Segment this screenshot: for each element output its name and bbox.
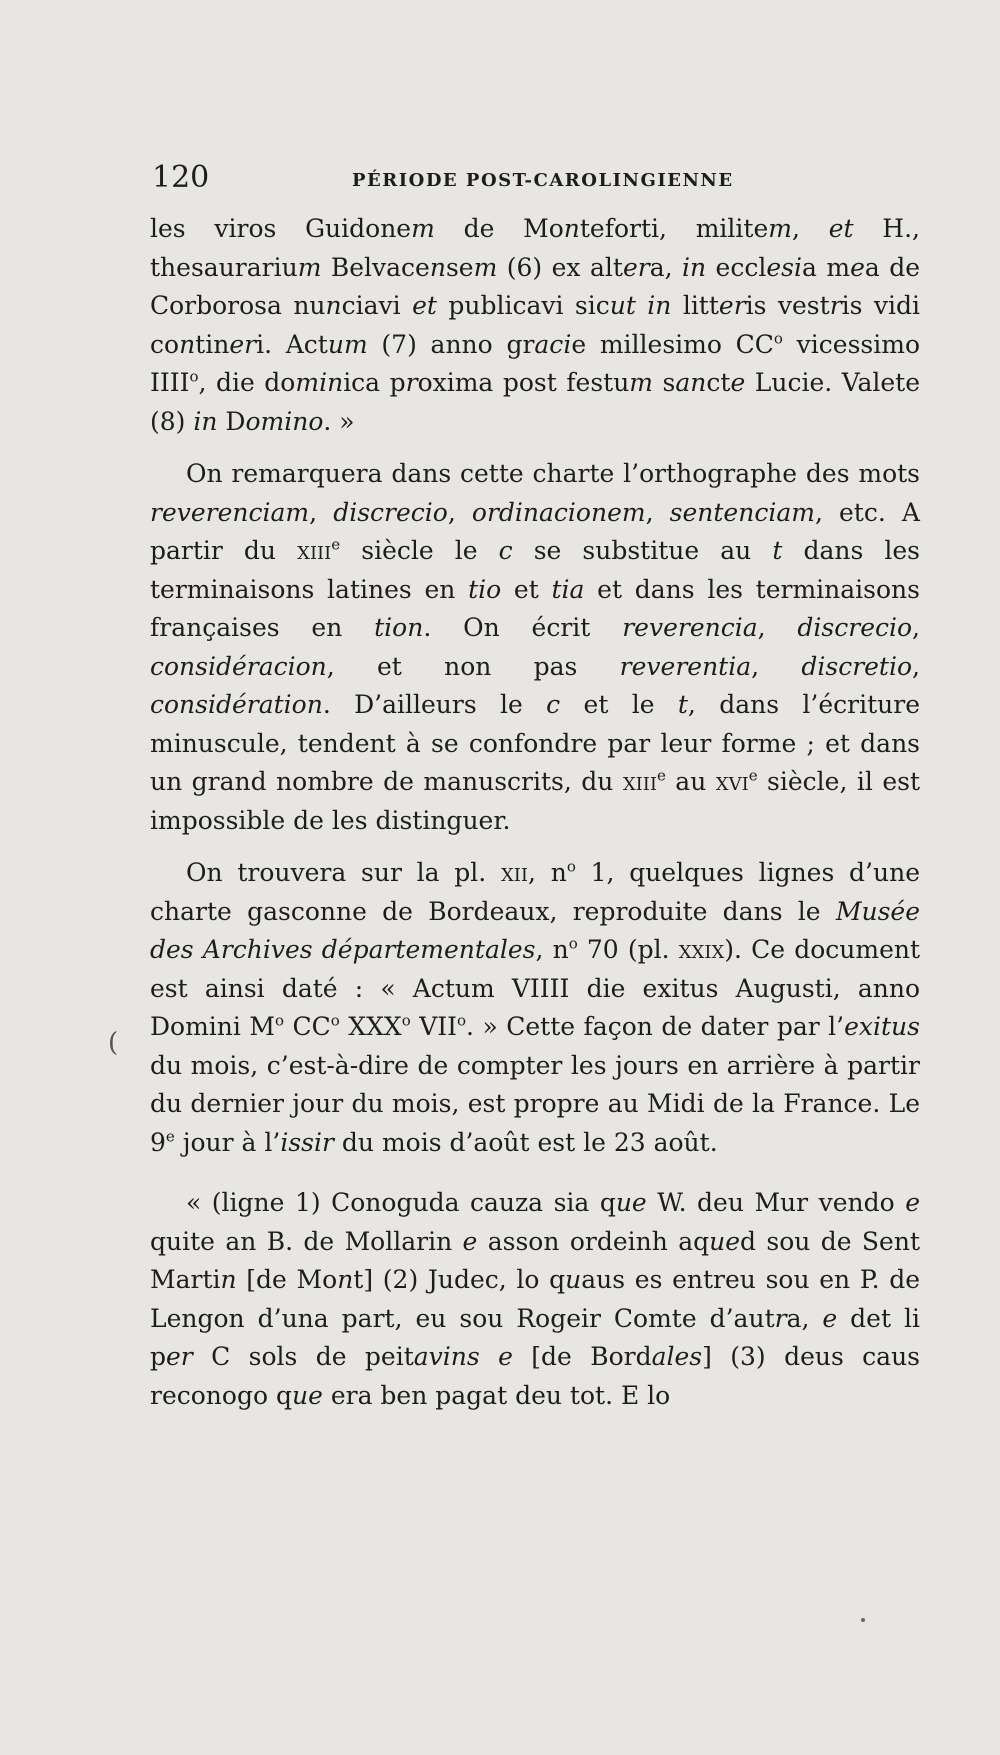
text-segment: du mois d’août est le 23 août. bbox=[333, 1127, 718, 1157]
text-segment: s bbox=[653, 368, 676, 397]
italic-text: esi bbox=[766, 252, 802, 282]
text-segment: , bbox=[912, 651, 920, 681]
text-segment: , bbox=[645, 497, 670, 527]
italic-text: in bbox=[682, 252, 707, 282]
text-segment: XXX bbox=[339, 1012, 402, 1041]
text-segment: On remarquera dans cette charte l’orthographe des mots bbox=[186, 459, 920, 488]
italic-text: c bbox=[498, 536, 513, 565]
text-segment: se substitue au bbox=[512, 536, 773, 565]
text-segment: 70 (pl. bbox=[577, 935, 679, 964]
superscript-text: e bbox=[656, 766, 666, 785]
text-segment: [de Bord bbox=[512, 1342, 652, 1371]
text-segment: e millesimo CC bbox=[571, 329, 774, 359]
italic-text: n bbox=[325, 291, 342, 320]
italic-text: r bbox=[405, 368, 418, 397]
italic-text: n bbox=[429, 252, 446, 282]
italic-text: sentenciam bbox=[669, 497, 815, 527]
text-segment: ciavi bbox=[341, 291, 413, 320]
superscript-text: o bbox=[401, 1011, 411, 1030]
paragraph-charter-end bbox=[150, 210, 920, 441]
text-segment bbox=[636, 291, 647, 320]
running-title: PÉRIODE POST-CAROLINGIENNE bbox=[352, 170, 734, 191]
text-segment: ct bbox=[706, 368, 731, 397]
italic-text: t bbox=[772, 536, 783, 565]
text-segment: C sols de peit bbox=[192, 1342, 414, 1371]
text-segment: VII bbox=[410, 1012, 458, 1041]
text-segment: , n bbox=[535, 935, 569, 964]
italic-text: r bbox=[774, 1303, 787, 1333]
text-segment: xxix bbox=[678, 935, 725, 964]
text-segment: ica p bbox=[343, 368, 406, 397]
text-segment bbox=[480, 1342, 498, 1371]
text-segment: , bbox=[751, 651, 802, 681]
margin-dot-mark bbox=[861, 1618, 865, 1622]
italic-text: an bbox=[675, 368, 707, 397]
italic-text: u bbox=[565, 1265, 582, 1294]
text-segment: teforti, milite bbox=[579, 214, 769, 243]
text-segment: publicavi sic bbox=[436, 291, 610, 320]
italic-text: tio bbox=[468, 574, 502, 604]
text-segment: xiii bbox=[622, 767, 657, 796]
text-segment: On trouvera sur la pl. bbox=[186, 858, 501, 887]
italic-text: ue bbox=[709, 1226, 741, 1256]
superscript-text: o bbox=[457, 1011, 467, 1030]
italic-text: er bbox=[229, 329, 257, 359]
italic-text: n bbox=[337, 1265, 354, 1294]
italic-text: Musée des Archives départementales bbox=[150, 896, 920, 964]
text-segment: eccl bbox=[706, 252, 767, 282]
italic-text: r bbox=[829, 291, 842, 320]
superscript-text: o bbox=[566, 857, 576, 876]
text-segment: . » bbox=[323, 406, 355, 436]
italic-text: n bbox=[179, 329, 196, 359]
text-segment: « (ligne 1) Conoguda cauza sia q bbox=[186, 1188, 616, 1217]
text-segment: , bbox=[912, 613, 920, 642]
italic-text: ue bbox=[615, 1188, 647, 1217]
italic-text: m bbox=[473, 252, 498, 282]
text-segment: quite an B. de Mollarin bbox=[150, 1226, 463, 1256]
body-text bbox=[150, 210, 920, 1415]
italic-text: e bbox=[905, 1188, 920, 1217]
text-segment: det li p bbox=[150, 1303, 920, 1371]
text-segment: siècle, il est impossible de les distinguer. bbox=[150, 767, 920, 835]
text-segment: , et non pas bbox=[326, 651, 620, 681]
text-segment: a de Corborosa nu bbox=[150, 252, 921, 320]
italic-text: in bbox=[647, 291, 672, 320]
italic-text: tion bbox=[374, 613, 424, 642]
superscript-text: o bbox=[773, 329, 783, 348]
text-segment: du mois, c’est-à-dire de compter les jours en arrière à partir du dernier jour du mois, est propre au Midi de la France. Le 9 bbox=[150, 1050, 920, 1157]
italic-text: considération bbox=[150, 690, 323, 719]
italic-text: discrecio bbox=[333, 497, 448, 527]
text-segment: CC bbox=[284, 1012, 331, 1041]
text-segment: oxima post festu bbox=[417, 368, 630, 397]
text-segment: 1, quelques lignes d’une charte gasconne de Bordeaux, reproduite dans le bbox=[150, 858, 920, 926]
italic-text: exitus bbox=[844, 1012, 920, 1041]
italic-text: et bbox=[412, 291, 437, 320]
italic-text: t bbox=[677, 690, 688, 719]
superscript-text: o bbox=[189, 367, 199, 386]
margin-parenthesis-mark: ( bbox=[108, 1028, 119, 1058]
text-segment: a, bbox=[786, 1303, 823, 1333]
italic-text: ordinacionem bbox=[471, 497, 646, 527]
italic-text: min bbox=[295, 368, 344, 397]
text-segment: d sou de Sent Marti bbox=[150, 1226, 920, 1294]
superscript-text: e bbox=[748, 766, 758, 785]
text-segment: . On écrit bbox=[423, 613, 623, 642]
text-segment: i. Act bbox=[256, 329, 328, 359]
text-segment: et bbox=[501, 574, 552, 604]
italic-text: ut bbox=[609, 291, 636, 320]
text-segment: D bbox=[217, 406, 246, 436]
text-segment: (7) anno gr bbox=[367, 329, 535, 359]
page-header bbox=[152, 160, 922, 200]
italic-text: discretio bbox=[801, 651, 913, 681]
text-segment: . D’ailleurs le bbox=[322, 690, 547, 719]
text-segment: jour à l’ bbox=[174, 1127, 281, 1157]
paragraph-gascon-charter bbox=[150, 854, 920, 1162]
text-segment: tin bbox=[195, 329, 230, 359]
italic-text: er bbox=[166, 1342, 193, 1371]
paragraph-charter-transcription bbox=[150, 1184, 920, 1415]
italic-text: discrecio bbox=[797, 613, 913, 642]
text-segment: , n bbox=[528, 858, 567, 887]
text-segment: , bbox=[309, 497, 334, 527]
paragraph-orthography-note bbox=[150, 455, 920, 840]
text-segment: Lucie. Valete (8) bbox=[150, 368, 920, 436]
italic-text: issir bbox=[280, 1127, 334, 1157]
text-segment: les viros Guidone bbox=[150, 214, 412, 243]
italic-text: m bbox=[297, 252, 322, 282]
text-segment: aus es entreu sou en P. de Lengon d’una part, eu sou Rogeir Comte d’aut bbox=[150, 1265, 921, 1333]
italic-text: et bbox=[828, 214, 854, 243]
text-segment: et dans les terminaisons françaises en bbox=[150, 574, 920, 642]
italic-text: ue bbox=[291, 1380, 323, 1410]
superscript-text: o bbox=[274, 1011, 285, 1030]
italic-text: e bbox=[850, 252, 865, 282]
text-segment: asson ordeinh aq bbox=[477, 1226, 710, 1256]
text-segment: , dans l’écriture minuscule, tendent à se confondre par leur forme ; et dans un grand nombre de manuscrits, du bbox=[150, 690, 920, 796]
italic-text: tia bbox=[551, 574, 585, 604]
text-segment: Belvace bbox=[321, 252, 430, 282]
italic-text: e bbox=[822, 1303, 838, 1333]
text-segment: , die do bbox=[198, 368, 296, 397]
text-segment: t] (2) Judec, lo q bbox=[353, 1265, 566, 1294]
text-segment: era ben pagat deu tot. E lo bbox=[322, 1380, 671, 1410]
text-segment: litt bbox=[671, 291, 719, 320]
italic-text: avins bbox=[413, 1342, 480, 1371]
text-segment: , bbox=[447, 497, 472, 527]
italic-text: m bbox=[629, 368, 654, 397]
italic-text: e bbox=[462, 1226, 478, 1256]
text-segment: xii bbox=[500, 858, 529, 887]
text-segment: . » Cette façon de dater par l’ bbox=[466, 1012, 845, 1041]
superscript-text: o bbox=[568, 934, 578, 953]
text-segment: H., thesaurariu bbox=[150, 214, 920, 282]
text-segment: de Mo bbox=[434, 214, 564, 243]
text-segment: au bbox=[665, 767, 716, 796]
italic-text: n bbox=[563, 214, 580, 243]
italic-text: er bbox=[718, 291, 746, 320]
text-segment: , bbox=[791, 214, 829, 243]
text-segment: ] (3) deus caus reconogo q bbox=[150, 1342, 921, 1410]
page-number: 120 bbox=[152, 160, 210, 195]
italic-text: m bbox=[411, 214, 435, 243]
text-segment: , bbox=[757, 613, 798, 642]
text-segment: se bbox=[445, 252, 474, 282]
italic-text: ales bbox=[651, 1342, 703, 1371]
italic-text: e bbox=[498, 1342, 513, 1371]
superscript-text: e bbox=[165, 1127, 175, 1146]
text-segment: , etc. A partir du bbox=[150, 497, 920, 565]
text-segment: vicessimo IIII bbox=[150, 329, 920, 397]
italic-text: n bbox=[220, 1265, 237, 1294]
italic-text: in bbox=[193, 406, 218, 436]
text-segment: xiii bbox=[297, 536, 332, 565]
italic-text: reverenciam bbox=[150, 497, 310, 527]
italic-text: e bbox=[730, 368, 746, 397]
italic-text: aci bbox=[534, 329, 572, 359]
italic-text: er bbox=[622, 252, 650, 282]
text-segment: siècle le bbox=[340, 536, 499, 565]
superscript-text: e bbox=[331, 535, 341, 554]
text-segment: [de Mo bbox=[236, 1265, 338, 1294]
italic-text: um bbox=[327, 329, 368, 359]
text-segment: is vest bbox=[745, 291, 830, 320]
text-segment: xvi bbox=[715, 767, 749, 796]
text-segment: a m bbox=[801, 252, 851, 282]
text-segment: dans les terminaisons latines en bbox=[150, 536, 921, 604]
text-segment: a, bbox=[649, 252, 682, 282]
text-segment: (6) ex alt bbox=[497, 252, 623, 282]
text-segment: et le bbox=[560, 690, 678, 719]
italic-text: m bbox=[768, 214, 792, 243]
italic-text: reverentia bbox=[619, 651, 752, 681]
text-segment: is vidi co bbox=[150, 291, 920, 359]
superscript-text: o bbox=[330, 1011, 340, 1030]
text-segment: W. deu Mur vendo bbox=[646, 1188, 906, 1217]
text-segment: ). Ce document est ainsi daté : « Actum VIIII die exitus Augusti, anno Domini M bbox=[150, 935, 921, 1041]
italic-text: reverencia bbox=[622, 613, 758, 642]
italic-text: omino bbox=[245, 406, 324, 436]
italic-text: c bbox=[546, 690, 561, 719]
italic-text: considéracion bbox=[150, 651, 327, 681]
